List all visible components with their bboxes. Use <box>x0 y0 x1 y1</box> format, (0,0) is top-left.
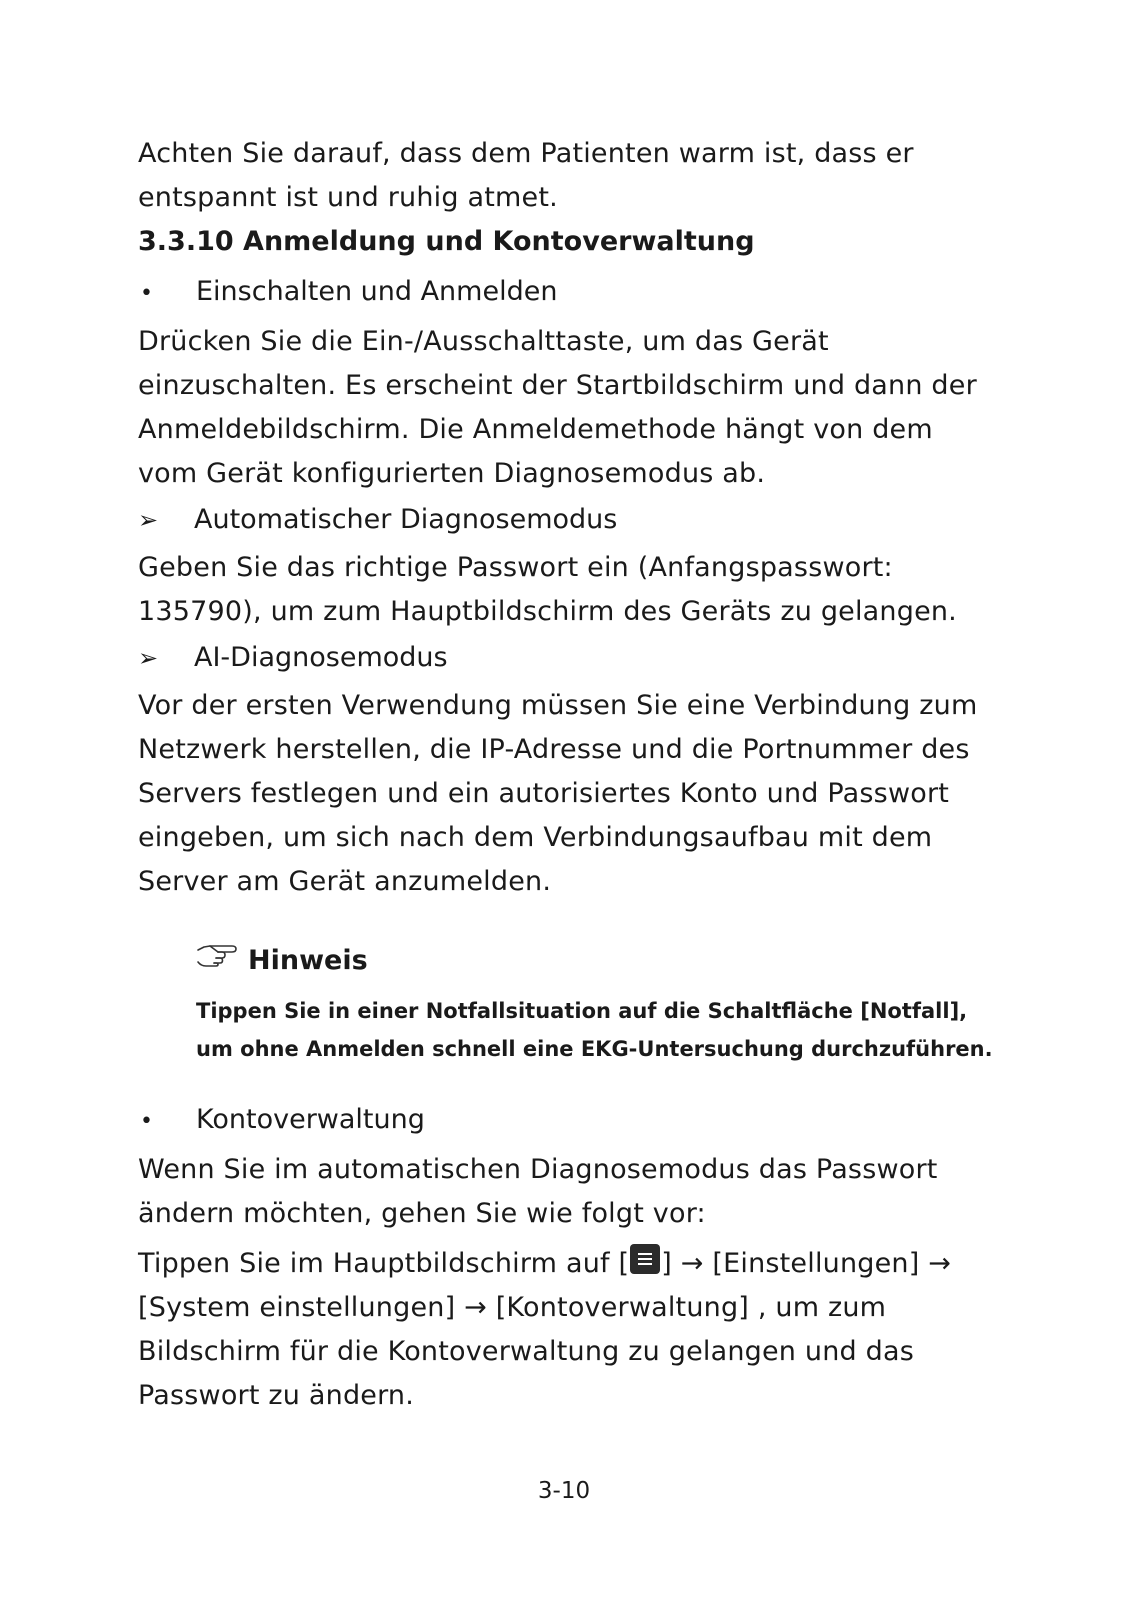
bullet-marker: • <box>140 1109 153 1134</box>
bullet-label: Kontoverwaltung <box>196 1104 425 1135</box>
bullet-item-account-management <box>138 1098 998 1144</box>
steps-text-before-icon: Tippen Sie im Hauptbildschirm auf [ <box>138 1248 630 1279</box>
sub-item-automatic-mode <box>138 498 998 542</box>
note-title: Hinweis <box>248 944 368 976</box>
menu-icon <box>630 1244 660 1274</box>
section-heading: 3.3.10 Anmeldung und Kontoverwaltung <box>138 226 755 257</box>
paragraph-power-on: Drücken Sie die Ein-/Ausschalttaste, um das Gerät einzuschalten. Es erscheint der Startbildschirm und dann der Anmeldebildschirm. Die Anmeldemethode hängt von dem vom Gerät konfigurierten Diagnosemodus ab. <box>138 326 977 489</box>
pointing-hand-icon <box>196 941 238 967</box>
arrow-marker-icon: ➢ <box>138 506 159 534</box>
paragraph-account-steps <box>138 1242 998 1418</box>
steps-text-after-icon: ] → [Einstellungen] → [System einstellungen] → [Kontoverwaltung] , um zum Bildschirm für die Kontoverwaltung zu gelangen und das Passwort zu ändern. <box>138 1248 952 1411</box>
arrow-marker-icon: ➢ <box>138 644 159 672</box>
note-box <box>196 940 998 1068</box>
sub-item-label: Automatischer Diagnosemodus <box>194 504 618 535</box>
note-text: Tippen Sie in einer Notfallsituation auf die Schaltfläche [Notfall], um ohne Anmelden schnell eine EKG-Untersuchung durchzuführen. <box>196 999 993 1061</box>
bullet-item-power-on <box>138 270 998 316</box>
intro-paragraph: Achten Sie darauf, dass dem Patienten warm ist, dass er entspannt ist und ruhig atmet. <box>138 138 914 213</box>
paragraph-account-management: Wenn Sie im automatischen Diagnosemodus das Passwort ändern möchten, gehen Sie wie folgt vor: <box>138 1154 938 1229</box>
paragraph-automatic-mode: Geben Sie das richtige Passwort ein (Anfangspasswort: 135790), um zum Hauptbildschirm des Geräts zu gelangen. <box>138 552 957 627</box>
paragraph-ai-mode: Vor der ersten Verwendung müssen Sie eine Verbindung zum Netzwerk herstellen, die IP-Adresse und die Portnummer des Servers festlegen und ein autorisiertes Konto und Passwort eingeben, um sich nach dem Verbindungsaufbau mit dem Server am Gerät anzumelden. <box>138 690 978 897</box>
sub-item-label: AI-Diagnosemodus <box>194 642 448 673</box>
page-number: 3-10 <box>537 1478 591 1504</box>
note-header <box>196 940 998 980</box>
bullet-marker: • <box>140 281 153 306</box>
sub-item-ai-mode <box>138 636 998 680</box>
bullet-label: Einschalten und Anmelden <box>196 276 558 307</box>
page-content <box>138 132 998 1418</box>
